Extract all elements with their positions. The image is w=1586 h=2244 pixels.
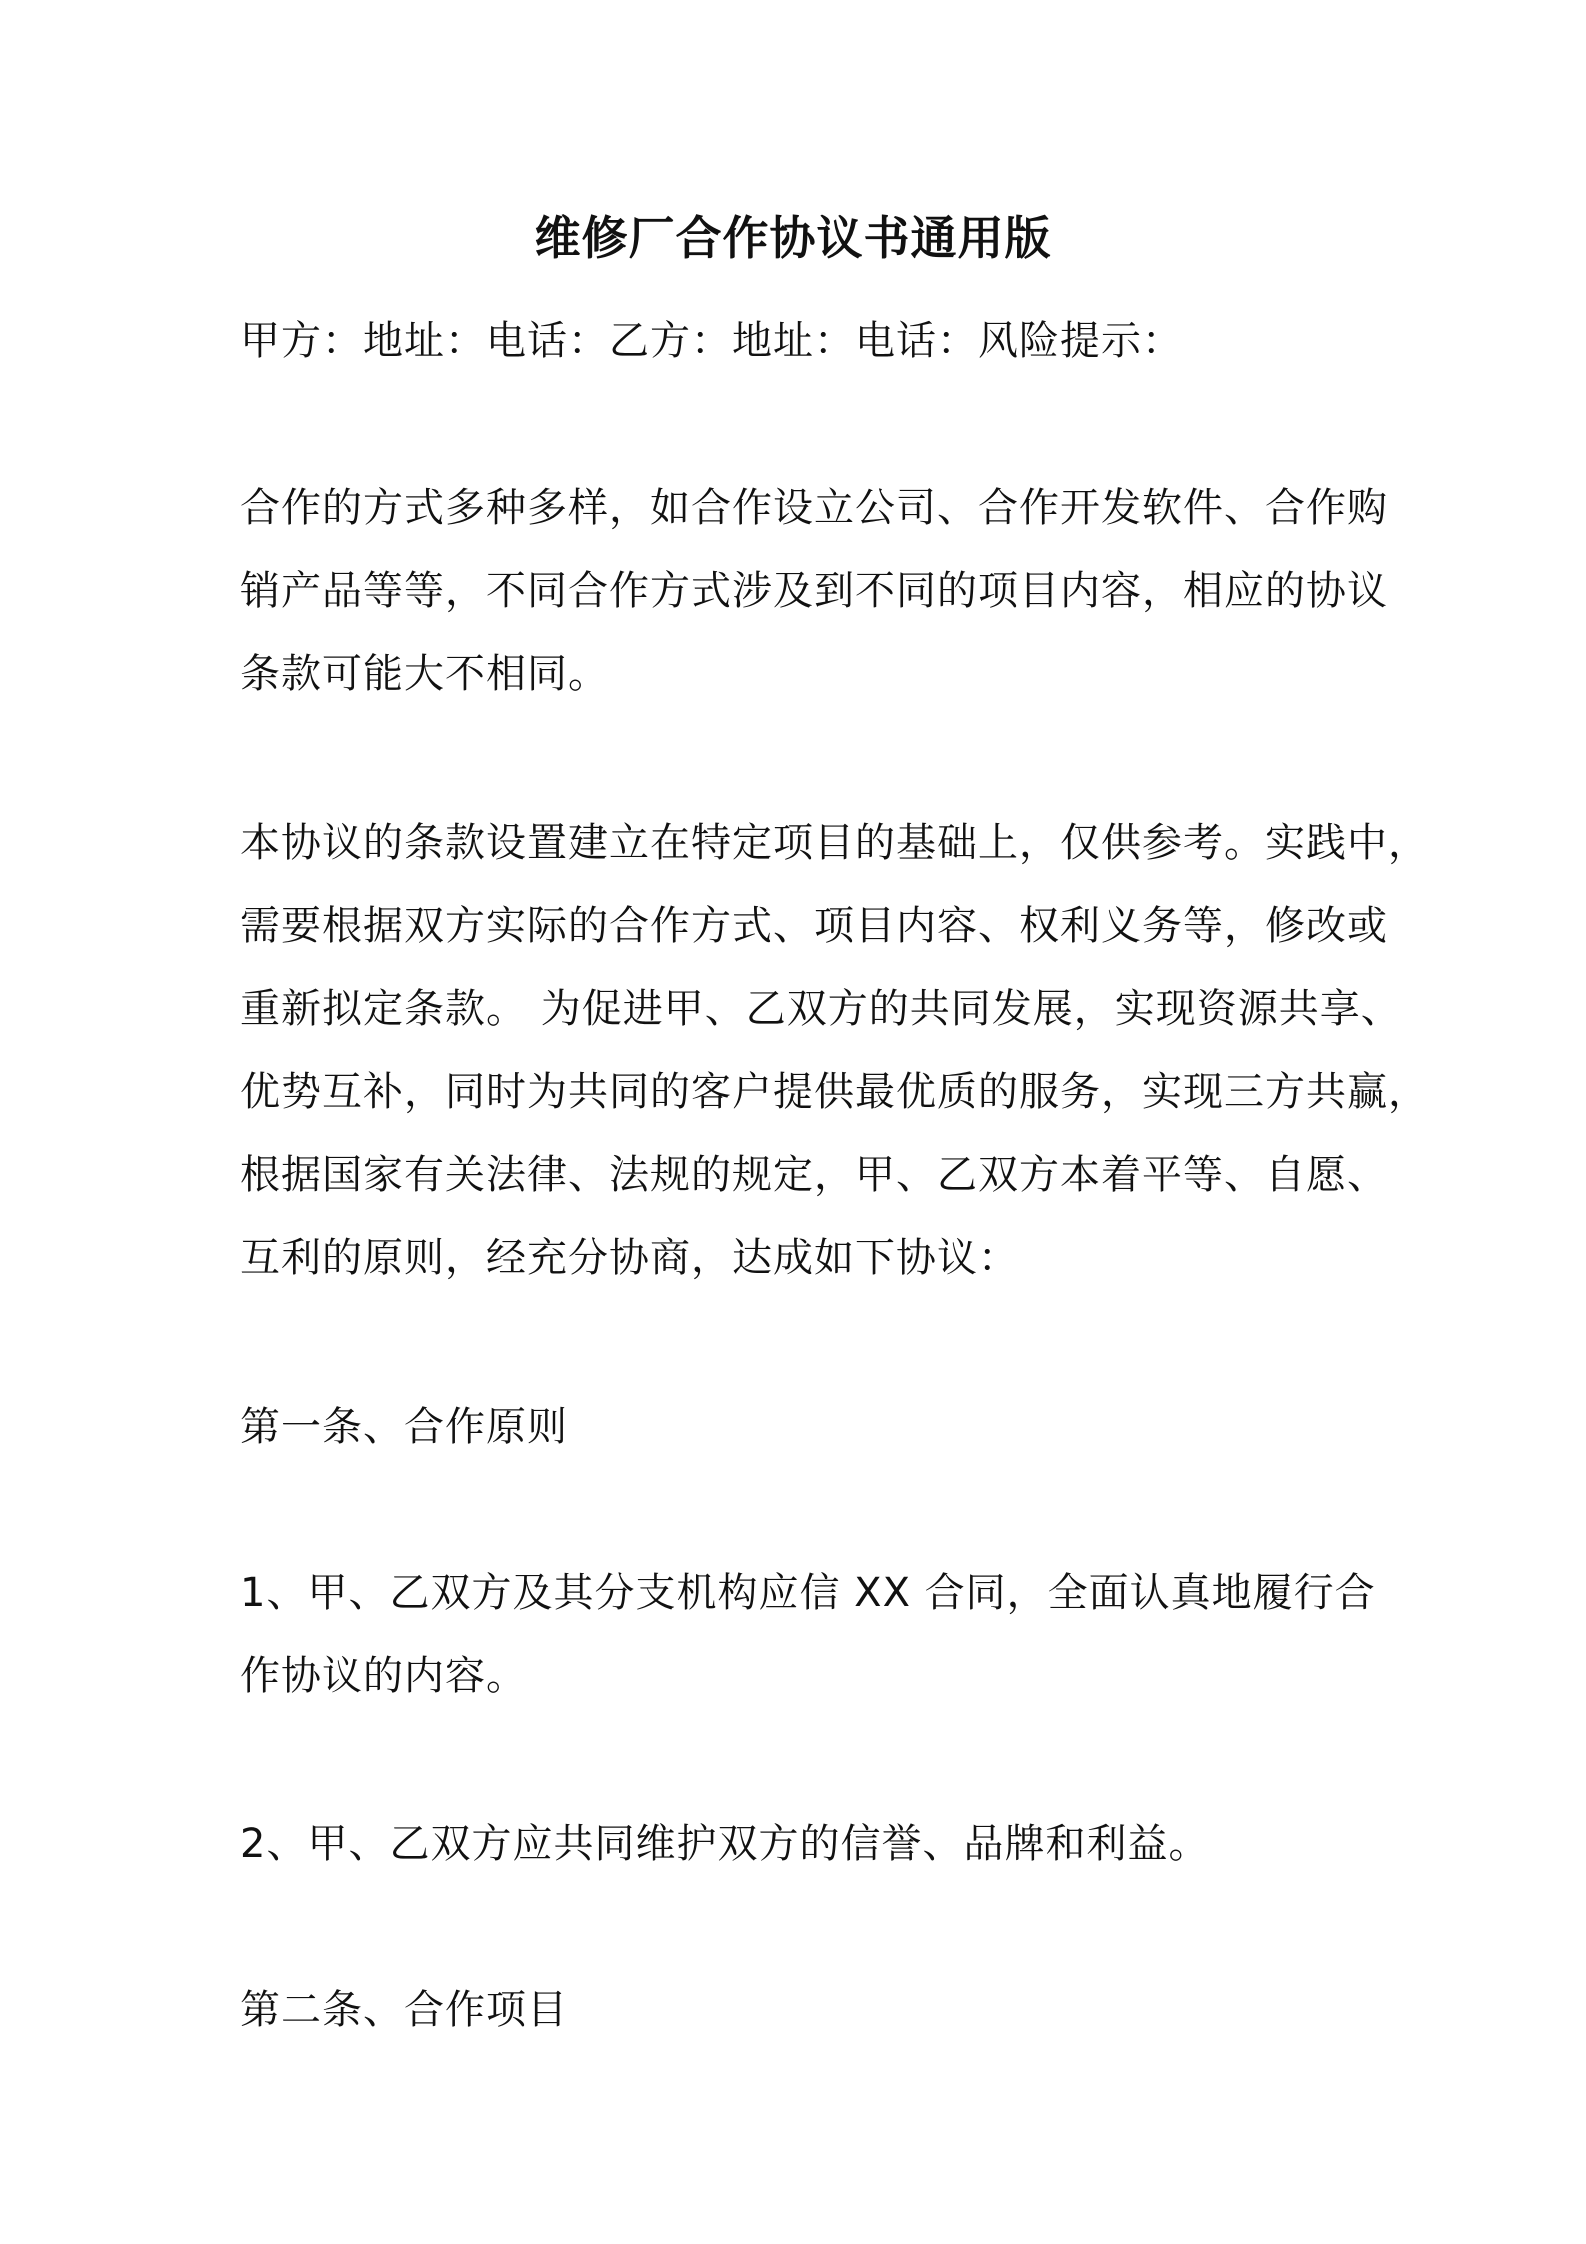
paragraph-line: 重新拟定条款。 为促进甲、乙双方的共同发展，实现资源共享、 <box>240 986 1402 1032</box>
clause-1 <box>240 1552 1390 1718</box>
paragraph-line: 根据国家有关法律、法规的规定，甲、乙双方本着平等、自愿、 <box>240 1152 1388 1198</box>
paragraph-line: 合作的方式多种多样，如合作设立公司、合作开发软件、合作购 <box>240 485 1388 531</box>
paragraph-line: 优势互补，同时为共同的客户提供最优质的服务，实现三方共赢， <box>240 1069 1429 1115</box>
paragraph-cooperation-methods <box>240 467 1390 716</box>
paragraph-agreement-basis <box>240 802 1429 1300</box>
clause-line: 作协议的内容。 <box>240 1653 527 1699</box>
article-heading-text: 第二条、合作项目 <box>240 1987 568 2033</box>
clause-line: 1、甲、乙双方及其分支机构应信 XX 合同，全面认真地履行合 <box>240 1570 1376 1616</box>
party-info-line <box>240 300 1390 383</box>
party-info-text: 甲方：地址：电话：乙方：地址：电话：风险提示： <box>240 318 1183 364</box>
paragraph-line: 销产品等等，不同合作方式涉及到不同的项目内容，相应的协议 <box>240 568 1388 614</box>
clause-line: 2、甲、乙双方应共同维护双方的信誉、品牌和利益。 <box>240 1821 1210 1867</box>
article-2-heading <box>240 1969 1390 2052</box>
paragraph-line: 互利的原则，经充分协商，达成如下协议： <box>240 1235 1019 1281</box>
paragraph-line: 本协议的条款设置建立在特定项目的基础上，仅供参考。实践中， <box>240 820 1429 866</box>
paragraph-line: 条款可能大不相同。 <box>240 651 609 697</box>
document-title: 维修厂合作协议书通用版 <box>534 211 1052 265</box>
clause-2 <box>240 1803 1390 1886</box>
paragraph-line: 需要根据双方实际的合作方式、项目内容、权利义务等，修改或 <box>240 903 1388 949</box>
article-heading-text: 第一条、合作原则 <box>240 1404 568 1450</box>
article-1-heading <box>240 1386 1390 1469</box>
